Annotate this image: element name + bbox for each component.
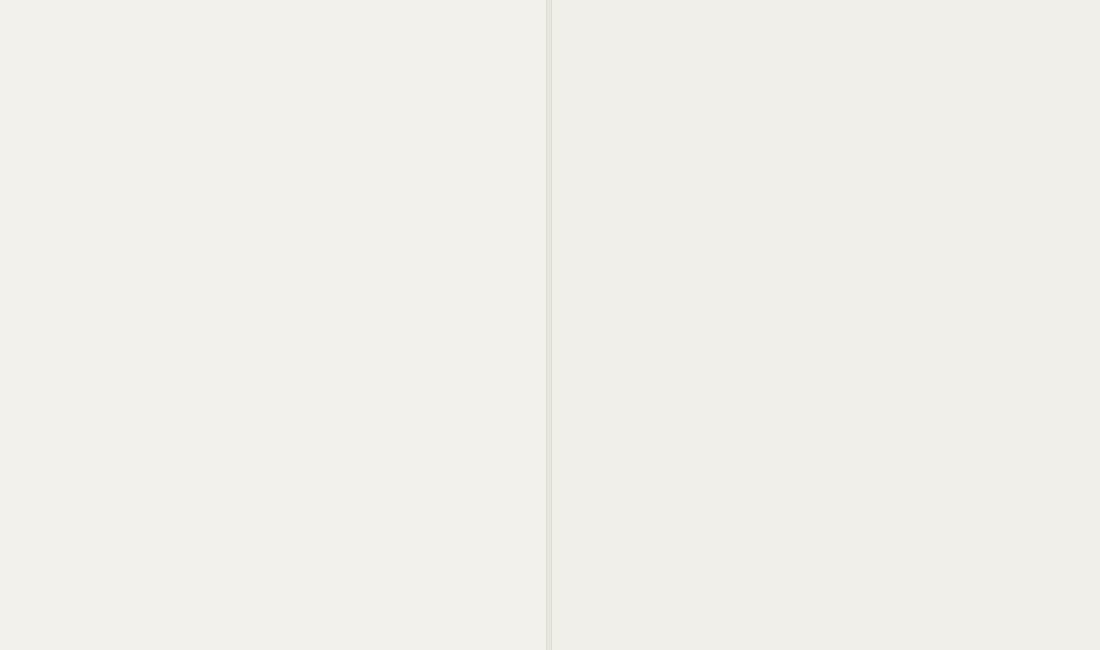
left-page — [0, 0, 548, 650]
right-page — [552, 0, 1100, 650]
